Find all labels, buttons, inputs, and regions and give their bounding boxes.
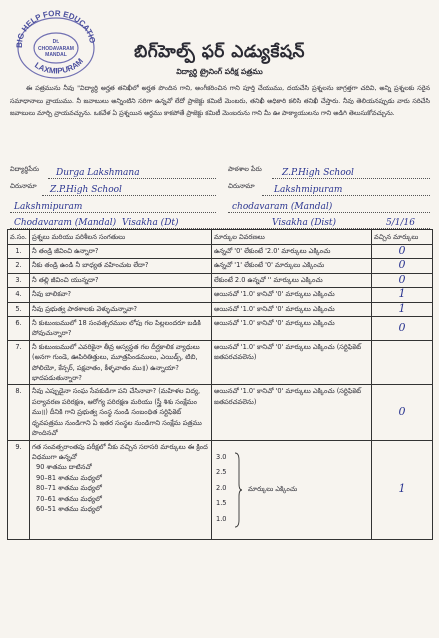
village-value[interactable]: Lakshmipuram bbox=[14, 202, 83, 212]
scale-value: 1.5 bbox=[216, 499, 227, 507]
student-name-value[interactable]: Durga Lakshmana bbox=[56, 168, 140, 178]
row-number: 2. bbox=[8, 259, 30, 273]
district-value[interactable]: Visakha (Dt) bbox=[122, 218, 179, 228]
row-marks-cell[interactable] bbox=[372, 273, 433, 287]
header-question: ప్రశ్నలు మరియు పరిశీలన సంగతులు bbox=[30, 230, 212, 245]
school-name-label: పాఠశాల పేరు bbox=[228, 165, 262, 173]
row-rule: అయినచో '1.0' కానిచో '0' మార్కులు ఎక్కించు bbox=[212, 288, 372, 302]
table-row bbox=[8, 259, 433, 273]
address2-line bbox=[262, 195, 430, 196]
row-rule bbox=[212, 440, 372, 539]
row-number: 1. bbox=[8, 245, 30, 259]
row-number: 7. bbox=[8, 340, 30, 385]
header-marks: వచ్చిన మార్కులు bbox=[372, 230, 433, 245]
row-number: 8. bbox=[8, 385, 30, 440]
row-question: నీవు బాలికవా? bbox=[30, 288, 212, 302]
row-question bbox=[30, 440, 212, 539]
stamp-center-line1: Dt. bbox=[52, 39, 60, 45]
instructions-text: ఈ పత్రమును నీవు "విద్యార్థి అర్హత తనిఖీలో అర్హత పొందిన గాని, అంగీకరించిన గాని పూర్తి చేయుము, దయచేసి ప్రశ్నలను జాగ్రత్తగా చదివి, అన్ని ప్రశ్నలకు సరైన సమాధానాలు వ్రాయుము. నీ జవాబులు అన్నింటిని సరిగా ఉన్నవో లేదో ప్రాజెక్టు కమిటీ మెంబరు, తనిఖీ అధికారి కలిసి తనిఖీ చేస్తారు. నీవు తెలియనప్పుడు వారు సరిచేసి జవాబులు మార్చి వ్రాయవచ్చును. ఒకవేళ ఏ ప్రశ్నయిన అర్థము కాకపోతే ప్రాజెక్టు కమిటీ మెంబరును గాని మీ ఊ పాఠ్యాయులను గాని అడిగి తెలుసుకోవచ్చును. bbox=[10, 84, 430, 117]
grade-range-61-70: 70–61 శాతము మధ్యలో bbox=[36, 494, 102, 503]
page-subtitle: విద్యార్థి ట్రైనింగ్ పరీక్ష పత్రము bbox=[176, 67, 263, 76]
assessment-table bbox=[7, 229, 433, 540]
row-marks-cell[interactable] bbox=[372, 385, 433, 440]
row-mark: 1 bbox=[398, 301, 406, 315]
row-number: 6. bbox=[8, 317, 30, 341]
table-row bbox=[8, 317, 433, 341]
row-mark: 0 bbox=[398, 272, 406, 286]
row-marks-cell[interactable] bbox=[372, 245, 433, 259]
scale-value: 2.5 bbox=[216, 468, 227, 476]
row-question: నీ తండ్రి జీవించి ఉన్నారా? bbox=[30, 245, 212, 259]
row-question: నీకు తండ్రి ఉండి నీ బాధ్యత వహించుట లేదా? bbox=[30, 259, 212, 273]
village-line bbox=[10, 212, 216, 213]
row-mark: 1 bbox=[398, 287, 406, 301]
row-question: నీ తల్లి జీవించి యున్నదా? bbox=[30, 273, 212, 287]
district-mandal-value[interactable]: Chodavaram (Mandal) bbox=[14, 218, 117, 228]
address2-label: చిరునామా bbox=[228, 182, 255, 190]
row-marks-cell[interactable] bbox=[372, 340, 433, 385]
field-row-village bbox=[10, 199, 430, 215]
grade-range-90: 90 శాతము దాటినచో bbox=[36, 463, 92, 472]
row-question: నీ కుటుంబములో ఎవరికైనా తీవ్ర అస్వస్థత గల దీర్ఘకాలిక వ్యాధులు (అనగా గుండె, ఊపిరితిత్తులు, మూత్రపిండములు, ఎయిడ్స్, టిబి, పోలియో, కేన్సర్, పక్షవాతం, కీళ్ళవాతం ము॥) ఉన్నాయా? భాదపడుతున్నారా? bbox=[30, 340, 212, 385]
row-number: 3. bbox=[8, 273, 30, 287]
row-rule: ఉన్నచో '0' లేకుంటే '2.0' మార్కులు ఎక్కించు bbox=[212, 245, 372, 259]
grade-scale bbox=[214, 442, 369, 538]
table-row bbox=[8, 273, 433, 287]
address2-value[interactable]: Lakshmipuram bbox=[274, 185, 343, 195]
row-rule: ఉన్నచో '1' లేకుంటే '0' మార్కులు ఎక్కించు bbox=[212, 259, 372, 273]
stamp-center-line3: MANDAL bbox=[45, 52, 67, 58]
date-value[interactable]: 5/1/16 bbox=[386, 218, 415, 228]
school-name-value[interactable]: Z.P.High School bbox=[282, 168, 354, 178]
grade-scale-values bbox=[216, 450, 227, 528]
grade-range-51-60: 60–51 శాతము మధ్యలో bbox=[36, 504, 102, 513]
table-row bbox=[8, 288, 433, 302]
scale-value: 3.0 bbox=[216, 452, 227, 461]
mandal-line bbox=[228, 212, 430, 213]
header-rule: మార్కుల వివరణలు bbox=[212, 230, 372, 245]
grade-range-81-90: 90–81 శాతము మధ్యలో bbox=[36, 473, 102, 482]
row-question: నీ కుటుంబములో 18 సంవత్సరముల లోపు గల పిల్లలందరూ బడికి పోవుచున్నారా? bbox=[30, 317, 212, 341]
stamp-top-text: BIG HELP FOR EDUCATIO bbox=[14, 8, 98, 49]
row-rule: లేకుంటే 2.0 ఉన్నచో '' మార్కులు ఎక్కించు bbox=[212, 273, 372, 287]
instructions-paragraph bbox=[10, 82, 430, 120]
row-mark: 0 bbox=[398, 258, 406, 272]
row-marks-cell[interactable] bbox=[372, 440, 433, 539]
scale-value: 1.0 bbox=[216, 514, 227, 523]
grade-question-title: గత సంవత్సరాంతపు పరీక్షలో నీకు వచ్చిన సరాసరి మార్కులు ఈ క్రింద విధముగా ఉన్నచో bbox=[32, 442, 208, 461]
row-question: నీవు ఎప్పుడైనా సంఘ సేవకుడిగా పని చేసినావా? (మహిళల విద్య, పర్యావరణ పరిరక్షణ, ఆరోగ్య పరిరక్షణ మరియు (స్త్రీ శిశు సంక్షేమం ము॥) దీనికి గాని ప్రభుత్వ సంస్థ నుండి సంబంధిత సర్టిఫికెట్ ధృవపత్రము నుండిగాని ఏ ఇతర సంస్థల నుండిగాని సంక్షేమ పత్రము పొందినచో bbox=[30, 385, 212, 440]
row-rule: అయినచో '1.0' కానిచో '0' మార్కులు ఎక్కించు (సర్టిఫికెట్ జతపరచవలెను) bbox=[212, 385, 372, 440]
student-name-line bbox=[48, 178, 216, 179]
stamp-center-line2: CHODAVARAM bbox=[38, 46, 74, 52]
stamp-bottom-text: LAXMIPURAM bbox=[32, 56, 85, 76]
row-marks-cell[interactable] bbox=[372, 317, 433, 341]
row-number: 5. bbox=[8, 302, 30, 316]
row-mark: 1 bbox=[398, 481, 406, 495]
field-row-address bbox=[10, 182, 430, 198]
student-name-label: విద్యార్థిపేరు bbox=[10, 165, 39, 173]
row-rule: అయినచో '1.0' కానిచో '0' మార్కులు ఎక్కించు bbox=[212, 317, 372, 341]
table-row bbox=[8, 245, 433, 259]
table-row bbox=[8, 440, 433, 539]
table-header-row bbox=[8, 230, 433, 245]
scale-value: 2.0 bbox=[216, 483, 227, 492]
address-line bbox=[42, 195, 216, 196]
row-rule: అయినచో '1.0' కానిచో '0' మార్కులు ఎక్కించు (సర్టిఫికెట్ జతపరచవలెను) bbox=[212, 340, 372, 385]
mandal-value[interactable]: chodavaram (Mandal) bbox=[232, 202, 333, 212]
table-row bbox=[8, 385, 433, 440]
row-marks-cell[interactable] bbox=[372, 288, 433, 302]
row-mark: 0 bbox=[398, 404, 406, 418]
address-label: చిరునామా bbox=[10, 182, 37, 190]
row-number: 9. bbox=[8, 440, 30, 539]
page-title: బిగ్‌హెల్ప్ ఫర్ ఎడ్యుకేషన్ bbox=[134, 42, 305, 62]
header-no: వ.సం. bbox=[8, 230, 30, 245]
address-value[interactable]: Z.P.High School bbox=[50, 185, 122, 195]
district2-value[interactable]: Visakha (Dist) bbox=[272, 218, 337, 228]
grade-scale-label: మార్కులు ఎక్కించు bbox=[248, 484, 298, 493]
grade-range-71-80: 80–71 శాతము మధ్యలో bbox=[36, 484, 102, 493]
table-row bbox=[8, 302, 433, 316]
field-row-name bbox=[10, 165, 430, 181]
row-marks-cell[interactable] bbox=[372, 259, 433, 273]
brace-icon bbox=[234, 452, 242, 528]
row-mark: 0 bbox=[398, 244, 406, 257]
table-row bbox=[8, 340, 433, 385]
row-number: 4. bbox=[8, 288, 30, 302]
row-marks-cell[interactable] bbox=[372, 302, 433, 316]
row-rule: అయినచో '1.0' కానిచో '0' మార్కులు ఎక్కించు bbox=[212, 302, 372, 316]
row-question: నీవు ప్రభుత్వ పాఠశాలకు వెళ్ళుచున్నావా? bbox=[30, 302, 212, 316]
school-name-line bbox=[272, 178, 430, 179]
row-mark: 0 bbox=[398, 320, 406, 334]
